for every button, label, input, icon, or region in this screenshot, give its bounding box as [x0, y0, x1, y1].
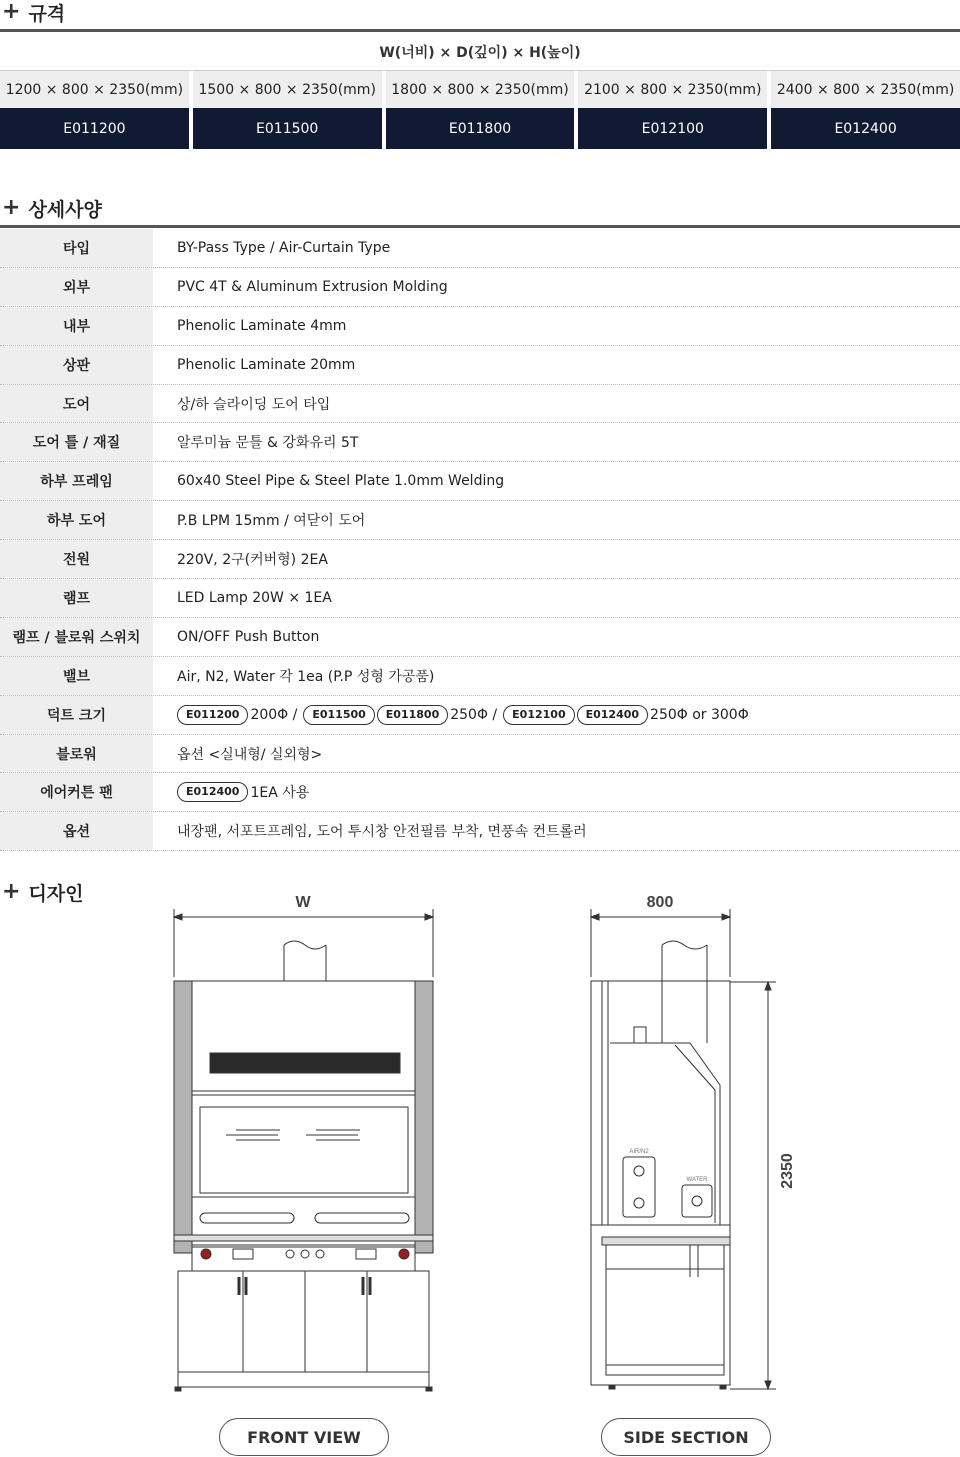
- row-value: 60x40 Steel Pipe & Steel Plate 1.0mm Welding: [177, 473, 505, 490]
- detail-section-title: [2, 196, 102, 220]
- width-dimension-label: W: [295, 894, 311, 911]
- row-label: 램프: [0, 579, 153, 617]
- design-title: 디자인: [28, 882, 84, 905]
- table-row: [0, 618, 960, 657]
- row-label: 블로워: [0, 735, 153, 773]
- row-label: 상판: [0, 346, 153, 384]
- front-view-button[interactable]: FRONT VIEW: [219, 1418, 389, 1456]
- spec-code: E012100: [578, 108, 767, 149]
- row-value: LED Lamp 20W × 1EA: [177, 589, 332, 606]
- side-section-button[interactable]: SIDE SECTION: [601, 1418, 771, 1456]
- model-pill: E011800: [377, 705, 448, 725]
- table-row: [0, 657, 960, 696]
- spec-codes-row: [0, 108, 960, 149]
- row-value: BY-Pass Type / Air-Curtain Type: [177, 239, 391, 256]
- table-row: [0, 735, 960, 774]
- row-label: 밸브: [0, 657, 153, 695]
- row-value: 내장팬, 서포트프레임, 도어 투시창 안전필름 부착, 면풍속 컨트롤러: [177, 824, 587, 841]
- table-row: [0, 773, 960, 812]
- spec-dimension: 1800 × 800 × 2350(mm): [386, 71, 575, 108]
- row-value: Air, N2, Water 각 1ea (P.P 성형 가공품): [177, 668, 435, 685]
- table-row: [0, 812, 960, 851]
- model-pill: E011200: [177, 705, 248, 725]
- row-label: 에어커튼 팬: [0, 773, 153, 811]
- table-row: [0, 423, 960, 462]
- row-value: 상/하 슬라이딩 도어 타입: [177, 396, 331, 413]
- row-value: 220V, 2구(커버형) 2EA: [177, 552, 328, 569]
- row-label: 도어 틀 / 재질: [0, 423, 153, 461]
- table-row: [0, 696, 960, 735]
- plus-icon: +: [2, 195, 21, 220]
- table-row: [0, 462, 960, 501]
- row-value: [157, 696, 960, 734]
- row-value: PVC 4T & Aluminum Extrusion Molding: [177, 278, 448, 295]
- row-value: Phenolic Laminate 4mm: [177, 317, 347, 334]
- spec-code: E011500: [193, 108, 382, 149]
- table-row: [0, 501, 960, 540]
- spec-section-title: [2, 0, 65, 24]
- water-valve-label: WATER: [686, 1177, 708, 1183]
- design-section-title: [2, 880, 84, 904]
- spec-rule: [0, 29, 960, 32]
- row-label: 타입: [0, 229, 153, 267]
- row-value: 알루미늄 문틀 & 강화유리 5T: [177, 435, 359, 452]
- row-label: 하부 프레임: [0, 462, 153, 500]
- model-pill: E011500: [303, 705, 374, 725]
- air-n2-valve-label: AIR/N2: [629, 1149, 649, 1155]
- detail-table: [0, 229, 960, 851]
- side-section-drawing: [580, 885, 810, 1395]
- row-label: 하부 도어: [0, 501, 153, 539]
- spec-dimension: 1200 × 800 × 2350(mm): [0, 71, 189, 108]
- row-label: 전원: [0, 540, 153, 578]
- spec-code: E011800: [386, 108, 575, 149]
- table-row: [0, 579, 960, 618]
- table-row: [0, 540, 960, 579]
- row-label: 외부: [0, 268, 153, 306]
- row-value: 옵션 <실내형/ 실외형>: [177, 746, 323, 763]
- spec-code: E012400: [771, 108, 960, 149]
- depth-dimension-label: 800: [646, 894, 674, 911]
- spec-dimension: 1500 × 800 × 2350(mm): [193, 71, 382, 108]
- detail-title: 상세사양: [28, 198, 102, 221]
- row-value: P.B LPM 15mm / 여닫이 도어: [177, 513, 366, 530]
- plus-icon: +: [2, 879, 21, 904]
- row-label: 내부: [0, 307, 153, 345]
- table-row: [0, 307, 960, 346]
- row-label: 램프 / 블로워 스위치: [0, 618, 153, 656]
- table-row: [0, 229, 960, 268]
- row-label: 옵션: [0, 812, 153, 850]
- duct-size-text: 200Φ /: [250, 706, 298, 723]
- spec-header: W(너비) × D(깊이) × H(높이): [0, 33, 960, 71]
- row-value: [157, 773, 960, 811]
- row-value: ON/OFF Push Button: [177, 628, 320, 645]
- row-label: 도어: [0, 385, 153, 423]
- model-pill: E012400: [177, 782, 248, 802]
- detail-rule: [0, 225, 960, 228]
- duct-size-text: 250Φ /: [450, 706, 498, 723]
- height-dimension-label: 2350: [779, 1153, 796, 1189]
- spec-dimensions-row: [0, 71, 960, 108]
- model-pill: E012100: [503, 705, 574, 725]
- row-label: 덕트 크기: [0, 696, 153, 734]
- spec-dimension: 2100 × 800 × 2350(mm): [578, 71, 767, 108]
- spec-dimension: 2400 × 800 × 2350(mm): [771, 71, 960, 108]
- plus-icon: +: [2, 0, 21, 24]
- row-value-text: 1EA 사용: [250, 785, 310, 802]
- front-view-drawing: [160, 885, 450, 1395]
- spec-title: 규격: [28, 2, 66, 25]
- model-pill: E012400: [577, 705, 648, 725]
- row-value: Phenolic Laminate 20mm: [177, 356, 356, 373]
- table-row: [0, 268, 960, 307]
- duct-size-text: 250Φ or 300Φ: [650, 706, 749, 723]
- table-row: [0, 385, 960, 424]
- table-row: [0, 346, 960, 385]
- spec-code: E011200: [0, 108, 189, 149]
